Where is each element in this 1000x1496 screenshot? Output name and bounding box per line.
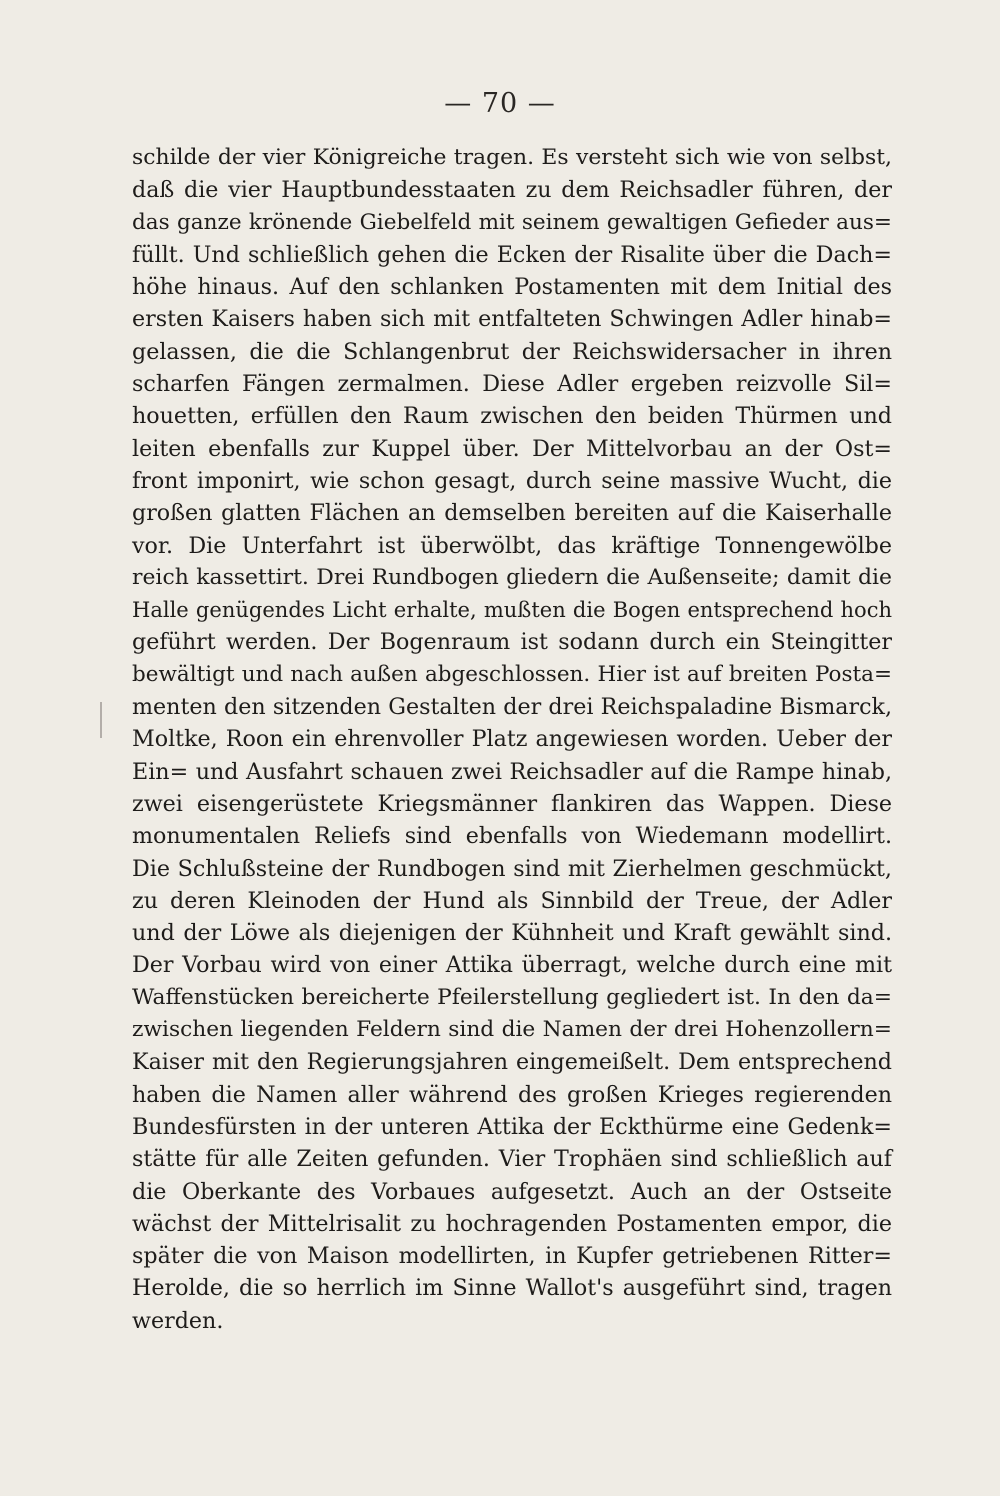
text-line: höhe hinaus. Auf den schlanken Postamenten mit dem Initial des: [132, 274, 892, 301]
text-line: scharfen Fängen zermalmen. Diese Adler ergeben reizvolle Sil=: [132, 371, 892, 398]
text-line: ersten Kaisers haben sich mit entfalteten Schwingen Adler hinab=: [132, 306, 892, 333]
text-line: zwei eisengerüstete Kriegsmänner flankiren das Wappen. Diese: [132, 790, 892, 817]
text-line: Ein= und Ausfahrt schauen zwei Reichsadler auf die Rampe hinab,: [132, 758, 892, 785]
text-line: später die von Maison modellirten, in Kupfer getriebenen Ritter=: [132, 1243, 892, 1270]
text-line: Der Vorbau wird von einer Attika überragt, welche durch eine mit: [132, 952, 892, 979]
text-line: das ganze krönende Giebelfeld mit seinem gewaltigen Gefieder aus=: [132, 209, 892, 235]
text-line: werden.: [132, 1307, 224, 1334]
text-line: bewältigt und nach außen abgeschlossen. Hier ist auf breiten Posta=: [132, 661, 892, 687]
text-line: houetten, erfüllen den Raum zwischen den beiden Thürmen und: [132, 403, 892, 430]
margin-mark: [100, 702, 102, 738]
text-line: gelassen, die die Schlangenbrut der Reichswidersacher in ihren: [132, 338, 892, 365]
text-line: die Oberkante des Vorbaues aufgesetzt. Auch an der Ostseite: [132, 1178, 892, 1205]
text-line: geführt werden. Der Bogenraum ist sodann durch ein Steingitter: [132, 629, 892, 656]
text-line: front imponirt, wie schon gesagt, durch seine massive Wucht, die: [132, 467, 892, 494]
text-line: monumentalen Reliefs sind ebenfalls von Wiedemann modellirt.: [132, 823, 892, 850]
text-line: zu deren Kleinoden der Hund als Sinnbild der Treue, der Adler: [132, 887, 892, 914]
page-number: — 70 —: [444, 88, 556, 119]
text-line: zwischen liegenden Feldern sind die Namen der drei Hohenzollern=: [132, 1017, 892, 1043]
text-line: menten den sitzenden Gestalten der drei Reichspaladine Bismarck,: [132, 694, 892, 721]
text-line: Halle genügendes Licht erhalte, mußten die Bogen entsprechend hoch: [132, 597, 892, 623]
text-line: wächst der Mittelrisalit zu hochragenden Postamenten empor, die: [132, 1210, 892, 1237]
text-line: Kaiser mit den Regierungsjahren eingemeißelt. Dem entsprechend: [132, 1049, 892, 1076]
text-line: füllt. Und schließlich gehen die Ecken der Risalite über die Dach=: [132, 241, 892, 268]
text-line: schilde der vier Königreiche tragen. Es versteht sich wie von selbst,: [132, 145, 892, 170]
text-line: großen glatten Flächen an demselben bereiten auf die Kaiserhalle: [132, 500, 892, 527]
text-line: Die Schlußsteine der Rundbogen sind mit Zierhelmen geschmückt,: [132, 855, 892, 882]
text-line: Herolde, die so herrlich im Sinne Wallot's ausgeführt sind, tragen: [132, 1275, 892, 1302]
text-line: Bundesfürsten in der unteren Attika der Eckthürme eine Gedenk=: [132, 1113, 892, 1140]
text-line: und der Löwe als diejenigen der Kühnheit und Kraft gewählt sind.: [132, 920, 892, 947]
text-line: daß die vier Hauptbundesstaaten zu dem Reichsadler führen, der: [132, 177, 892, 204]
text-line: Waffenstücken bereicherte Pfeilerstellung gegliedert ist. In den da=: [132, 984, 892, 1010]
text-line: Moltke, Roon ein ehrenvoller Platz angewiesen worden. Ueber der: [132, 726, 892, 753]
text-line: vor. Die Unterfahrt ist überwölbt, das kräftige Tonnengewölbe: [132, 532, 892, 559]
text-line: stätte für alle Zeiten gefunden. Vier Trophäen sind schließlich auf: [132, 1146, 892, 1173]
text-line: reich kassettirt. Drei Rundbogen gliedern die Außenseite; damit die: [132, 564, 892, 590]
body-text: [132, 142, 892, 1337]
text-line: leiten ebenfalls zur Kuppel über. Der Mittelvorbau an der Ost=: [132, 435, 892, 462]
text-line: haben die Namen aller während des großen Krieges regierenden: [132, 1081, 892, 1108]
